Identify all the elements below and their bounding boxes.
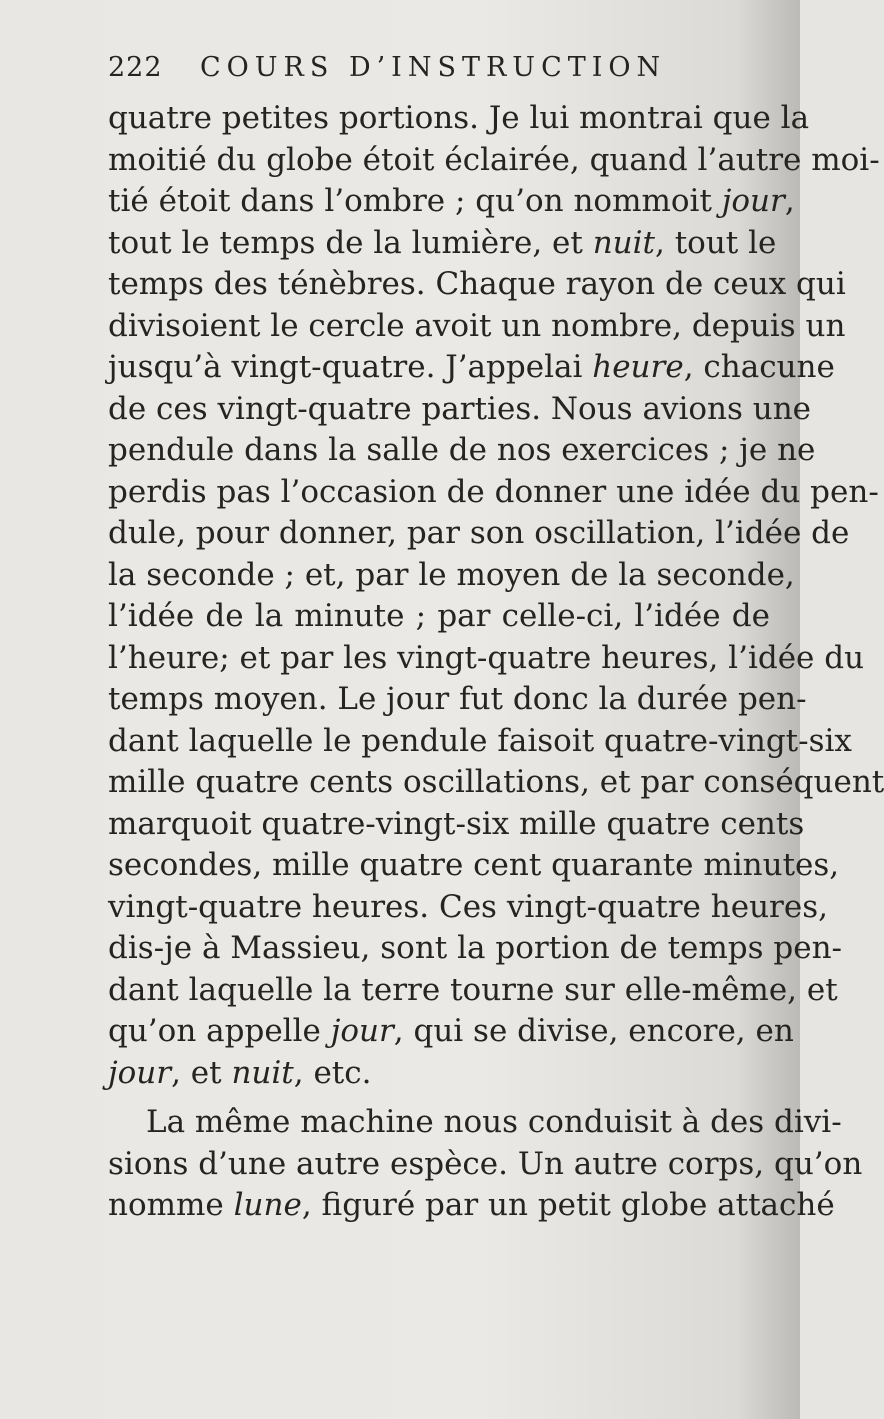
text-line — [108, 928, 843, 970]
italic-word: nuit — [231, 1054, 294, 1091]
italic-word: jour — [330, 1013, 394, 1049]
text-segment: vingt-quatre heures. Ces vingt-quatre heures, — [108, 888, 828, 925]
text-segment: mille quatre cents oscillations, et par conséquent — [108, 764, 884, 800]
text-segment: la seconde ; et, par le moyen de la seconde, — [108, 556, 795, 593]
text-segment: de ces vingt-quatre parties. Nous avions une — [108, 390, 812, 427]
text-line — [108, 513, 850, 555]
text-line — [108, 1053, 770, 1095]
text-segment: nomme — [108, 1187, 234, 1223]
page-header — [108, 52, 708, 92]
text-segment: qu’on appelle — [108, 1013, 331, 1049]
italic-word: heure — [592, 349, 684, 385]
text-line — [108, 721, 852, 763]
text-line — [108, 1011, 794, 1053]
text-segment: divisoient le cercle avoit un nombre, depuis un — [108, 307, 846, 344]
text-segment: dant laquelle le pendule faisoit quatre-vingt-six — [108, 722, 852, 759]
text-line — [108, 98, 810, 140]
text-segment: marquoit quatre-vingt-six mille quatre cents — [108, 805, 805, 842]
text-segment: jusqu’à vingt-quatre. J’appelai — [108, 349, 593, 385]
paragraph — [108, 98, 884, 1094]
text-segment: dule, pour donner, par son oscillation, l’idée de — [108, 515, 850, 551]
text-segment: moitié du globe étoit éclairée, quand l’autre moi- — [108, 141, 880, 178]
text-segment: l’heure; et par les vingt-quatre heures, l’idée du — [108, 639, 865, 676]
text-segment: pendule dans la salle de nos exercices ; je ne — [108, 432, 816, 468]
text-line — [108, 804, 805, 846]
running-title: COURS D’INSTRUCTION — [200, 52, 667, 83]
text-line — [108, 596, 770, 638]
text-line — [108, 430, 816, 472]
text-segment: La même machine nous conduisit à des divi- — [146, 1104, 842, 1140]
text-segment: , et — [171, 1054, 232, 1091]
text-segment: secondes, mille quatre cent quarante minutes, — [108, 847, 840, 883]
text-line — [108, 472, 879, 514]
text-line — [108, 306, 846, 348]
text-segment: temps des ténèbres. Chaque rayon de ceux qui — [108, 266, 846, 302]
text-line — [108, 389, 812, 431]
text-segment: , tout le — [655, 224, 777, 261]
text-segment: , — [784, 183, 795, 219]
text-line — [108, 181, 795, 223]
text-line — [108, 347, 835, 389]
text-segment: , qui se divise, encore, en — [393, 1013, 794, 1049]
italic-word: lune — [233, 1187, 302, 1223]
text-segment: , etc. — [293, 1054, 372, 1091]
text-line — [108, 679, 807, 721]
text-line — [108, 223, 777, 265]
italic-word: nuit — [592, 224, 655, 261]
text-segment: , figuré par un petit globe attaché — [301, 1187, 835, 1223]
text-line — [108, 638, 865, 680]
text-line — [108, 1185, 835, 1227]
text-segment: l’idée de la minute ; par celle-ci, l’idée de — [108, 598, 770, 634]
text-line — [108, 140, 880, 182]
text-line — [108, 762, 884, 804]
text-segment: perdis pas l’occasion de donner une idée du pen- — [108, 473, 879, 510]
text-segment: sions d’une autre espèce. Un autre corps, qu’on — [108, 1145, 863, 1182]
italic-word: jour — [721, 183, 785, 219]
italic-word: jour — [108, 1054, 172, 1091]
text-line — [108, 555, 795, 597]
text-segment: dant laquelle la terre tourne sur elle-même, et — [108, 971, 838, 1008]
text-segment: temps moyen. Le jour fut donc la durée pen- — [108, 681, 807, 717]
text-line — [108, 887, 828, 929]
text-line — [108, 1144, 863, 1186]
text-segment: tout le temps de la lumière, et — [108, 224, 593, 261]
text-line — [108, 264, 846, 306]
paragraph — [108, 1102, 863, 1227]
body-text — [108, 98, 884, 1227]
text-line — [108, 845, 840, 887]
text-segment: quatre petites portions. Je lui montrai que la — [108, 100, 810, 136]
text-segment: , chacune — [683, 349, 835, 385]
page-number: 222 — [108, 52, 163, 83]
text-line — [108, 1102, 842, 1144]
text-segment: dis-je à Massieu, sont la portion de temps pen- — [108, 930, 843, 966]
text-segment: tié étoit dans l’ombre ; qu’on nommoit — [108, 183, 722, 219]
text-line — [108, 970, 838, 1012]
